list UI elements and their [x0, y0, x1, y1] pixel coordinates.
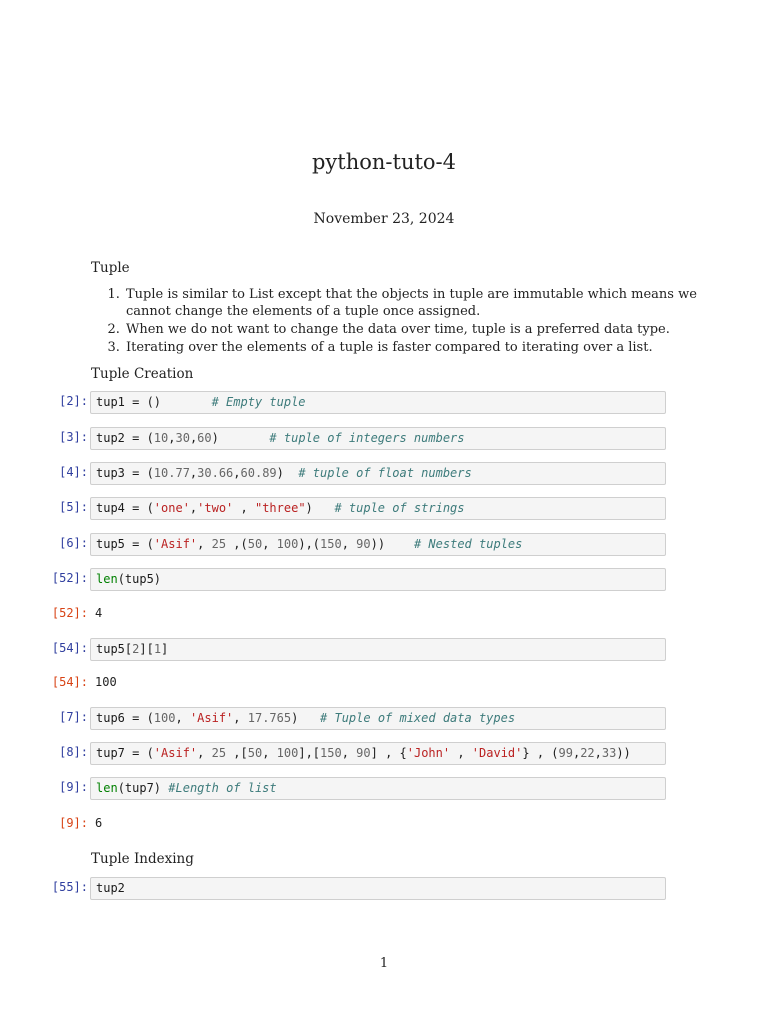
code-segment: tup5[2][1]: [96, 642, 169, 656]
code-segment: tup7 = ('Asif', 25 ,[50, 100],[150, 90] , {'John' , 'David'} , (99,22,33)): [96, 746, 631, 760]
output-prompt: [54]:: [51, 675, 88, 689]
code-segment: tup1 = () # Empty tuple: [96, 395, 306, 409]
document-date: November 23, 2024: [313, 211, 455, 227]
list-item: 3. Iterating over the elements of a tuple is faster compared to iterating over a list.: [124, 339, 724, 356]
input-prompt: [6]:: [59, 536, 88, 550]
input-prompt: [4]:: [59, 465, 88, 479]
output-prompt: [52]:: [51, 606, 88, 620]
cell-output: 100: [95, 675, 117, 689]
input-prompt: [52]:: [51, 571, 88, 585]
code-segment: tup2: [96, 881, 125, 895]
code-cell[interactable]: [90, 462, 666, 485]
code-cell[interactable]: [90, 497, 666, 520]
code-segment: len(tup5): [96, 572, 162, 586]
intro-list: [90, 286, 724, 357]
page-number: 1: [379, 956, 389, 971]
code-cell[interactable]: [90, 391, 666, 414]
code-segment: tup2 = (10,30,60) # tuple of integers numbers: [96, 431, 465, 445]
code-cell[interactable]: [90, 777, 666, 800]
code-segment: len(tup7) #Length of list: [96, 781, 277, 795]
code-cell[interactable]: [90, 707, 666, 730]
code-cell[interactable]: [90, 742, 666, 765]
document-title: python-tuto-4: [311, 150, 457, 174]
code-cell[interactable]: [90, 638, 666, 661]
code-cell[interactable]: [90, 877, 666, 900]
list-item: 2. When we do not want to change the data over time, tuple is a preferred data type.: [124, 321, 724, 338]
code-segment: tup4 = ('one','two' , "three") # tuple of strings: [96, 501, 465, 515]
code-cell[interactable]: [90, 533, 666, 556]
output-prompt: [9]:: [59, 816, 88, 830]
code-segment: tup6 = (100, 'Asif', 17.765) # Tuple of mixed data types: [96, 711, 516, 725]
cell-output: 6: [95, 816, 103, 830]
input-prompt: [3]:: [59, 430, 88, 444]
section-heading-tuple: Tuple: [91, 260, 130, 276]
list-item: 1. Tuple is similar to List except that the objects in tuple are immutable which means we cannot change the elements of a tuple once assigned.: [124, 286, 724, 320]
code-cell[interactable]: [90, 427, 666, 450]
input-prompt: [5]:: [59, 500, 88, 514]
input-prompt: [7]:: [59, 710, 88, 724]
input-prompt: [8]:: [59, 745, 88, 759]
section-heading-indexing: Tuple Indexing: [91, 851, 194, 867]
input-prompt: [55]:: [51, 880, 88, 894]
section-heading-creation: Tuple Creation: [91, 366, 194, 382]
input-prompt: [54]:: [51, 641, 88, 655]
code-segment: tup3 = (10.77,30.66,60.89) # tuple of float numbers: [96, 466, 472, 480]
input-prompt: [2]:: [59, 394, 88, 408]
input-prompt: [9]:: [59, 780, 88, 794]
code-segment: tup5 = ('Asif', 25 ,(50, 100),(150, 90)) # Nested tuples: [96, 537, 523, 551]
cell-output: 4: [95, 606, 103, 620]
code-cell[interactable]: [90, 568, 666, 591]
